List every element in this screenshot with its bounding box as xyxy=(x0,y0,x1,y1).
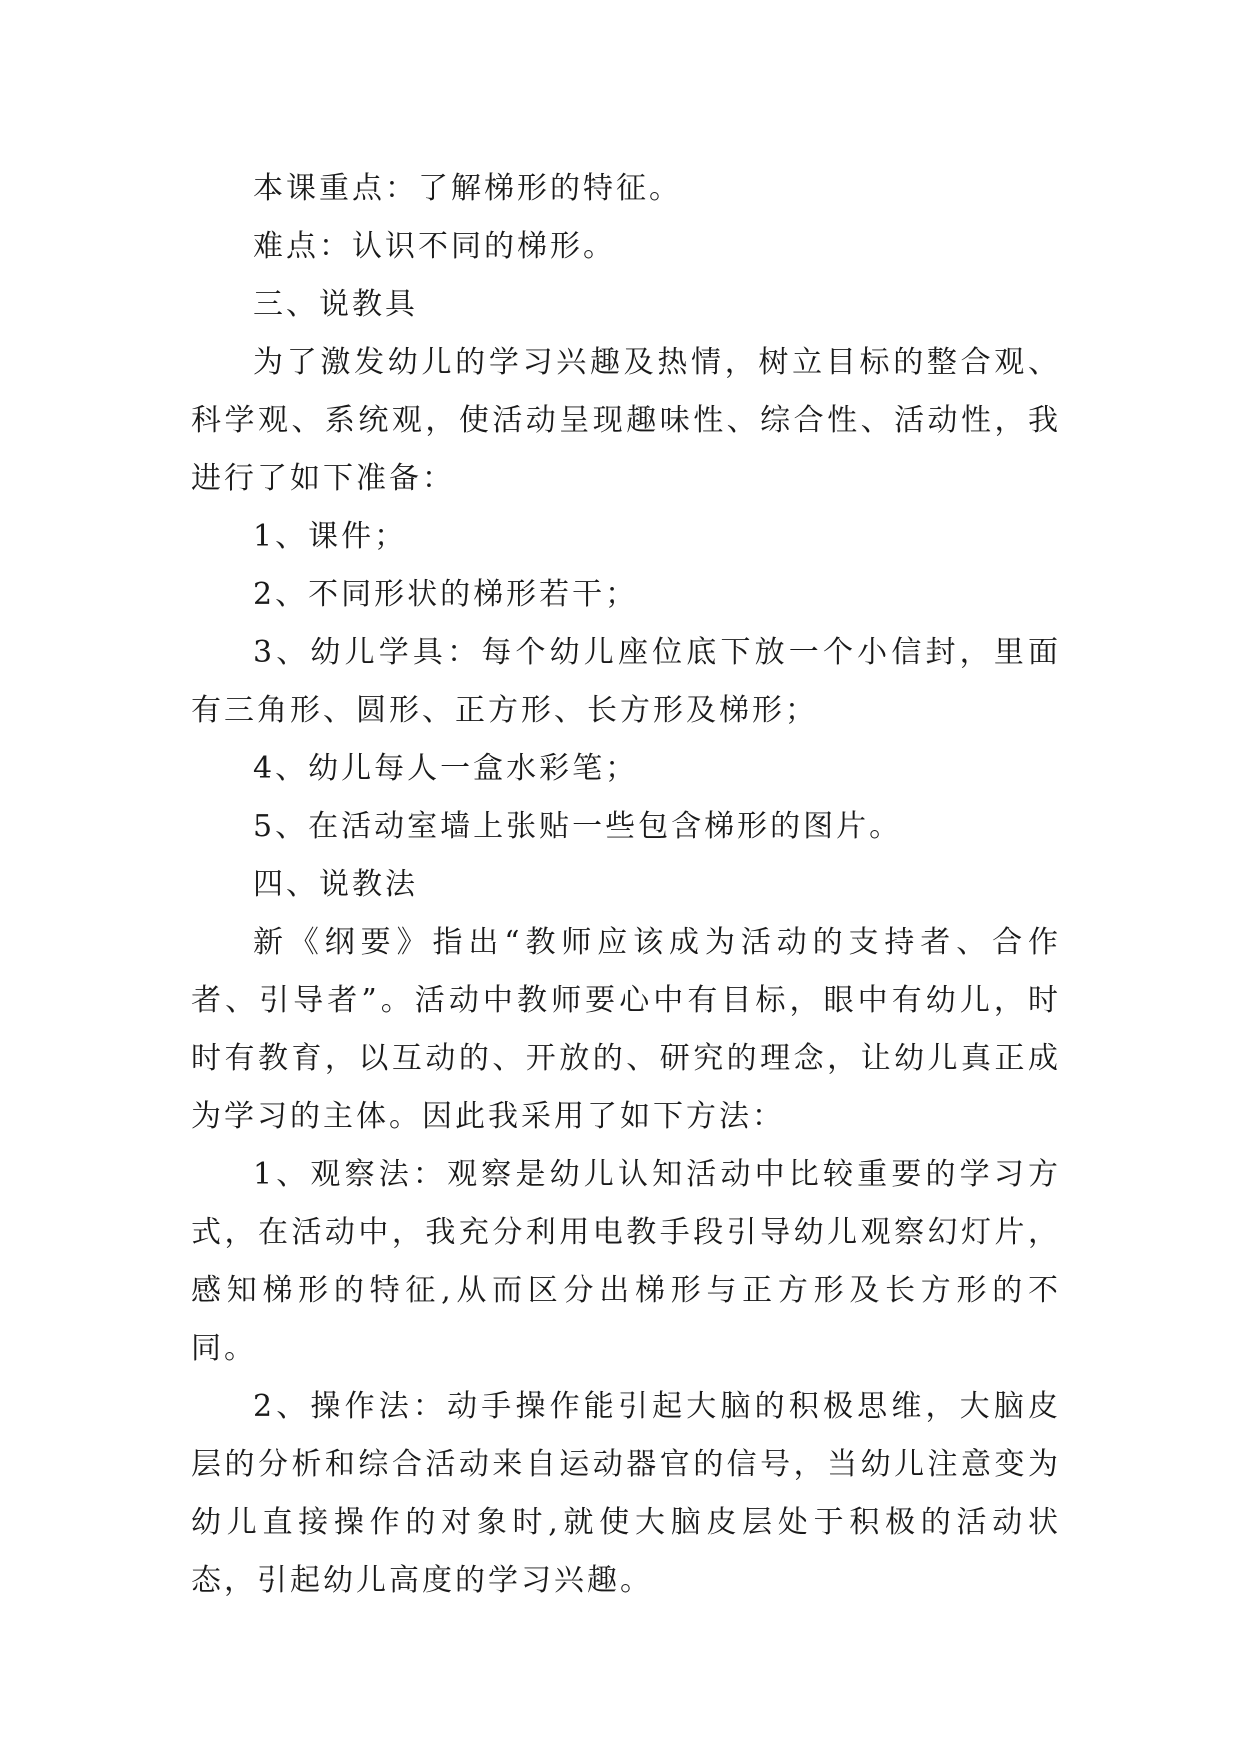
paragraph-outline-quote: 新《纲要》指出“教师应该成为活动的支持者、合作者、引导者”。活动中教师要心中有目标，眼中有幼儿，时时有教育，以互动的、开放的、研究的理念，让幼儿真正成为学习的主体。因此我采用了如下方法： xyxy=(191,925,1061,1134)
list-item-trapezoids: 2、不同形状的梯形若干； xyxy=(253,577,639,612)
list-item-operation-method: 2、操作法：动手操作能引起大脑的积极思维，大脑皮层的分析和综合活动来自运动器官的信号，当幼儿注意变为幼儿直接操作的对象时,就使大脑皮层处于积极的活动状态，引起幼儿高度的学习兴趣。 xyxy=(191,1389,1061,1598)
list-item-observation-method: 1、观察法：观察是幼儿认知活动中比较重要的学习方式，在活动中，我充分利用电教手段引导幼儿观察幻灯片，感知梯形的特征,从而区分出梯形与正方形及长方形的不同。 xyxy=(191,1157,1061,1366)
paragraph-difficulty: 难点：认识不同的梯形。 xyxy=(253,229,616,264)
document-body xyxy=(191,160,1061,1610)
section-heading-teaching-methods: 四、说教法 xyxy=(253,867,418,902)
list-item-courseware: 1、课件； xyxy=(253,519,408,554)
list-item-watercolor-pens: 4、幼儿每人一盒水彩笔； xyxy=(253,751,639,786)
paragraph-aids-intro: 为了激发幼儿的学习兴趣及热情，树立目标的整合观、科学观、系统观，使活动呈现趣味性、综合性、活动性，我进行了如下准备： xyxy=(191,345,1061,496)
section-heading-teaching-aids: 三、说教具 xyxy=(253,287,418,322)
list-item-wall-pictures: 5、在活动室墙上张贴一些包含梯形的图片。 xyxy=(253,809,903,844)
paragraph-key-point: 本课重点：了解梯形的特征。 xyxy=(253,171,682,206)
list-item-learning-tools: 3、幼儿学具：每个幼儿座位底下放一个小信封，里面有三角形、圆形、正方形、长方形及梯形； xyxy=(191,635,1061,728)
